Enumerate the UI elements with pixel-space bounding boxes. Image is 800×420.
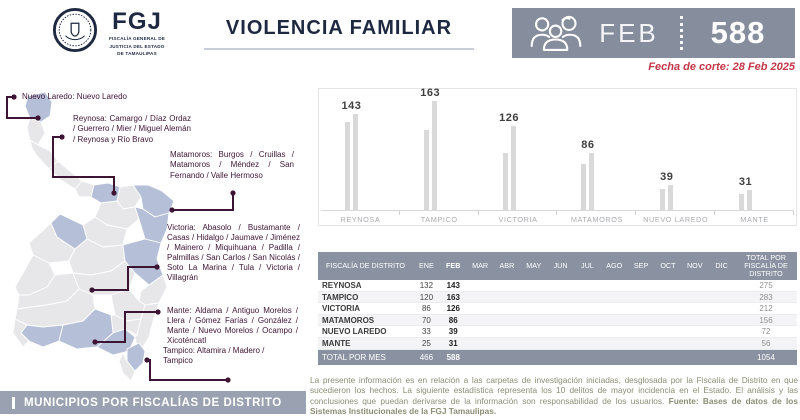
logo-acronym: FGJ [112, 8, 162, 35]
chart-category-slot [557, 91, 636, 225]
table-row [318, 315, 797, 327]
cell-ene: 33 [421, 327, 431, 337]
chart-category-slot [479, 91, 558, 225]
map-caption-text: MUNICIPIOS POR FISCALÍAS DE DISTRITO [24, 396, 282, 409]
total-cell-grand: 1054 [757, 352, 775, 362]
table-row [318, 280, 797, 292]
table-row [318, 303, 797, 315]
bar-ene [424, 130, 429, 211]
bar-ene [503, 153, 508, 211]
logo-org-line-2: JUSTICIA DEL ESTADO [109, 43, 165, 49]
cell-feb: 143 [446, 281, 460, 290]
bar-value-label: 143 [341, 100, 362, 112]
annotation-reynosa: Reynosa: Camargo / Díaz Ordaz / Guerrero / Mier / Miguel Alemán / Reynosa y Río Bravo [73, 114, 191, 144]
bar-feb [589, 153, 594, 211]
title-underline [204, 48, 474, 50]
total-cell-ene: 466 [419, 352, 434, 362]
cell-feb: 31 [448, 338, 458, 348]
total-cell-feb: 588 [446, 352, 460, 362]
cell-ene: 132 [419, 281, 434, 290]
map-caption-bar [0, 391, 306, 414]
bar-ene [345, 122, 350, 211]
bar-chart [318, 88, 797, 226]
header-month-ago: AGO [606, 261, 623, 270]
bar-feb [668, 185, 673, 211]
header-month-jul: JUL [581, 261, 594, 270]
cell-feb: 126 [446, 304, 460, 314]
row-district: REYNOSA [322, 281, 362, 290]
logo-org-line-1: FISCALÍA GENERAL DE [108, 36, 166, 41]
header-total: TOTAL POR FISCALÍA DE DISTRITO [744, 253, 788, 278]
bar-feb [511, 126, 516, 211]
people-group-icon [530, 13, 582, 53]
chart-category-label: MATAMOROS [570, 215, 623, 224]
chart-category-slot [636, 91, 715, 225]
cell-ene: 120 [419, 292, 434, 302]
row-district: TAMPICO [322, 292, 359, 302]
bar-feb [432, 101, 437, 211]
header-month-jun: JUN [553, 261, 568, 270]
total-row-label: TOTAL POR MES [322, 352, 386, 362]
chart-category-label: NUEVO LAREDO [643, 215, 709, 224]
cell-total: 72 [761, 327, 771, 337]
chart-category-slot [715, 91, 794, 225]
bar-chart-plot [321, 87, 794, 225]
header-month-ene: ENE [419, 261, 434, 270]
logo-org-line-3: DE TAMAULIPAS [117, 51, 157, 57]
cell-ene: 70 [421, 315, 431, 325]
cell-total: 56 [761, 338, 771, 348]
bar-ene [581, 164, 586, 211]
bar-feb [747, 190, 752, 211]
bar-value-label: 39 [660, 171, 674, 183]
cell-total: 156 [759, 315, 773, 325]
annotation-mante: Mante: Aldama / Antiguo Morelos / Llera / Gómez Farías / González / Mante / Nuevo Morelos / Ocampo / Xicoténcatl [167, 306, 298, 346]
logo-text-block [102, 10, 172, 57]
header-month-dic: DIC [715, 261, 728, 270]
bar-ene [739, 194, 744, 211]
axis-tick [793, 211, 794, 215]
header-month-may: MAY [526, 261, 542, 270]
row-district: NUEVO LAREDO [322, 327, 387, 337]
annotation-tampico: Tampico: Altamira / Madero / Tampico [163, 346, 265, 366]
header-district: FISCALÍA DE DISTRITO [326, 261, 405, 270]
chart-category-slot [400, 87, 479, 225]
cell-total: 212 [759, 304, 773, 314]
row-district: MATAMOROS [322, 315, 375, 325]
annotation-nuevo-laredo: Nuevo Laredo: Nuevo Laredo [22, 92, 127, 101]
table-row [318, 338, 797, 350]
chart-category-label: REYNOSA [340, 215, 381, 224]
table-header-row [318, 252, 797, 280]
chart-category-label: TAMPICO [420, 215, 458, 224]
footnote-note: La presente información es en relación a las carpetas de investigación iniciadas, desglosada por la Fiscalía de Distrito en que sucedieron los hechos. La siguiente estadística representa los 10 delitos de mayor incidencia en el Estado. El análisis y las conclusiones que puedan derivarse de la información son responsabilidad de los usuarios. [310, 375, 798, 406]
cell-ene: 86 [421, 304, 431, 314]
bar-value-label: 31 [738, 176, 753, 188]
cell-total: 283 [759, 292, 773, 302]
bar-feb [353, 114, 358, 211]
cell-feb: 86 [448, 315, 458, 325]
table-row [318, 326, 797, 338]
chart-category-slot [321, 91, 400, 225]
page-title: VIOLENCIA FAMILIAR [225, 17, 453, 39]
header-month-mar: MAR [472, 261, 489, 270]
caption-tick-mark [12, 397, 15, 409]
chart-category-label: MANTE [740, 215, 769, 224]
bar-value-label: 86 [581, 139, 595, 151]
header-month-feb: FEB [446, 261, 461, 270]
cell-total: 275 [759, 281, 773, 290]
annotation-victoria: Victoria: Abasolo / Bustamante / Casas / Hidalgo / Jaumave / Jiménez / Mainero / Miquihuana / Padilla / Palmillas / San Carlos / San Nicolás / Soto La Marina / Tula / Victoria / Villagrán [167, 223, 300, 283]
badge-count-value: 588 [710, 15, 766, 50]
fgj-seal-logo [52, 7, 98, 53]
footnote [310, 375, 798, 417]
cell-feb: 39 [448, 327, 458, 337]
cutoff-date-note: Fecha de corte: 28 Feb 2025 [648, 61, 795, 73]
header-month-abr: ABR [499, 261, 515, 270]
bar-ene [660, 189, 665, 211]
table-total-row [318, 350, 797, 365]
annotation-matamoros: Matamoros: Burgos / Cruillas / Matamoros / Méndez / San Fernando / Valle Hermoso [170, 150, 294, 180]
footnote-source: Fuente: Bases de datos de los Sistemas Institucionales de la FGJ Tamaulipas. [310, 395, 798, 417]
cell-feb: 163 [446, 292, 460, 302]
table-row [318, 292, 797, 304]
row-district: MANTE [322, 338, 351, 348]
header-month-oct: OCT [660, 261, 676, 270]
header-month-sep: SEP [633, 261, 649, 270]
chart-category-label: VICTORIA [498, 215, 538, 224]
bar-value-label: 163 [420, 87, 441, 99]
header-month-nov: NOV [686, 261, 703, 270]
badge-month-label: FEB [599, 17, 659, 48]
bar-value-label: 126 [499, 112, 519, 124]
month-count-badge [512, 8, 795, 58]
badge-dotted-divider [680, 16, 683, 50]
district-month-table [318, 252, 797, 365]
cell-ene: 25 [421, 338, 431, 348]
row-district: VICTORIA [322, 304, 361, 314]
